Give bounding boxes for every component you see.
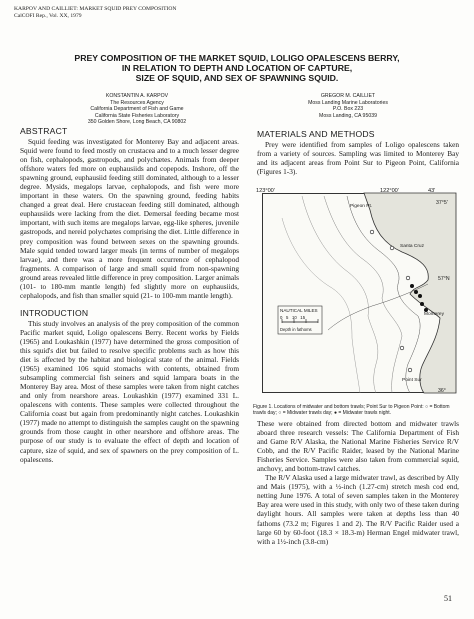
abstract-text: Squid feeding was investigated for Monterey Bay and adjacent areas. Squid were found to feed mostly on crustacea and to a much lesser degree on fish, cephalopods, gastropods, and polychætes. Animals from deeper offshore waters fed more on euphausiids and copepods. Inshore, off the spawning ground, euphausiid feeding still dominated, although to a lesser degree. Mysids, megalops larvae, cephalopods, and fish were more important in these waters. On the spawning ground, feeding habits changed a great deal. Here crustacean feeding still dominated, although euphausiids were lacking from the diet. Demersal feeding became most important, with such items are megalops larvae, egg-like spheres, juvenile gastropods, and nereid polychætes comprising the diet. Little difference in prey composition was found between sexes on the spawning grounds. Male squid tended toward larger meals (in terms of number of megalops larvae), and there was a more frequent occurrence of cephalopod fragments. A comparison of large and small squid from non-spawning ground areas revealed little difference in prey composition. Larger animals (101- to 180-mm mantle length) fed slightly more on euphausiids, cephalopods, and fish than smaller squid (21- to 100-mm mantle length).: [20, 137, 239, 300]
scale-title: NAUTICAL MILES: [280, 308, 318, 313]
title-line-1: PREY COMPOSITION OF THE MARKET SQUID, LOLIGO OPALESCENS BERRY,: [74, 53, 400, 63]
materials-text-3: The R/V Alaska used a large midwater trawl, as described by Ally and Mais (1975), with a ½-inch (1.27-cm) stretch mesh cod end, netting June 1976. A total of seven samples taken in the Monterey Bay area were used in this study, with only two of these taken during daylight hours. All samples were taken at depths less than 40 fathoms (73.2 m; Figures 1 and 2). The R/V Pacific Raider used a large 60 by 60-foot (18.3 × 18.3-m) Herman Engel midwater trawl, with a 1½-inch (3.8-cm): [257, 473, 459, 546]
depth-contour: [282, 218, 360, 393]
abstract-heading: ABSTRACT: [20, 126, 68, 136]
label-santa-cruz: Santa Cruz: [400, 244, 424, 249]
running-head: [14, 6, 176, 20]
label-pigeon-point: Pigeon Pt.: [350, 204, 373, 209]
label-point-sur: Point Sur: [402, 378, 422, 383]
paper-title: [20, 53, 454, 84]
trawl-marker: [420, 302, 424, 306]
running-head-journal: CalCOFI Rep., Vol. XX, 1979: [14, 13, 82, 19]
author-affiliation: Moss Landing Marine Laboratories: [308, 99, 388, 106]
running-head-authors: KARPOV AND CAILLIET: MARKET SQUID PREY COMPOSITION: [14, 6, 177, 12]
title-line-2: IN RELATION TO DEPTH AND LOCATION OF CAPTURE,: [121, 63, 353, 74]
page-number: 51: [444, 594, 452, 603]
author-address: Moss Landing, CA 95039: [319, 112, 377, 119]
author-affiliation: The Resources Agency: [110, 99, 164, 106]
scale-ticks: 0 5 10 15: [280, 315, 306, 320]
materials-heading: MATERIALS AND METHODS: [257, 129, 375, 139]
author-name: KONSTANTIN A. KARPOV: [105, 93, 169, 99]
trawl-marker: [408, 368, 412, 372]
longitude-right: 122°00': [380, 188, 399, 194]
map-box-label: 43': [428, 188, 436, 194]
introduction-text: This study involves an analysis of the prey composition of the common Pacific market squid, Loligo opalescens Berry. Recent works by Fields (1965) and Loukashkin (1977) have determined the gross composition of this squid's diet but failed to resolve specific problems such as how this diet is affected by the habitat and biological state of the animal. Fields (1965) examined 106 squid stomachs with contents, obtained from subsampling commercial fish seiners and squid lampara boats in the Monterey Bay area. Most of these samples were taken from night catches and only from nearshore areas. Loukashkin (1977) examined 331 L. opalescens with contents. These samples were collected throughout the California coast but again from predominantly night catches. Loukashkin (1977) made no attempt to distinguish the samples caught on the spawning grounds from those caught in other nearshore and offshore areas. The purpose of our study is to evaluate the effect of depth and location of capture, size of squid, and sex of spawners on the prey composition of L. opalescens.: [20, 318, 239, 464]
coastline: [364, 193, 456, 393]
trawl-marker: [390, 246, 394, 250]
trawl-marker: [400, 346, 404, 350]
figure-1-caption: Figure 1. Locations of midwater and bottom trawls; Point Sur to Pigeon Point: ○ = Bottom trawls day; ○ = Midwater trawls day; ● = Midwater trawls night.: [253, 404, 450, 416]
trawl-marker: [406, 276, 410, 280]
trawl-marker: [410, 284, 414, 288]
canyon-line: [328, 284, 428, 330]
author-address: 350 Golden Shore, Long Beach, CA 90802: [87, 119, 187, 126]
latitude-mid: 57°N: [438, 276, 450, 282]
materials-text-2: These were obtained from directed bottom and midwater trawls aboard three research vessels: The California Department of Fish and Game R/V Alaska, the National Marine Fisheries Service R/V Cobb, and the R/V Pacific Raider, leased by the National Marine Fisheries Service. Samples were also taken from commercial squid, anchovy, and bottom-trawl catches.: [257, 419, 459, 474]
author-name: GREGOR M. CAILLIET: [320, 93, 376, 99]
author-address: P.O. Box 223: [332, 106, 364, 113]
materials-text: Prey were identified from samples of Loligo opalescens taken from a variety of sources. Sampling was limited to Monterey Bay and its adjacent areas from Point Sur to Pigeon Point, California (Figures 1-3).: [257, 140, 459, 177]
left-column: [20, 126, 239, 464]
trawl-marker: [414, 290, 418, 294]
trawl-marker: [370, 230, 374, 234]
author-affiliation: California State Fisheries Laboratory: [94, 112, 180, 119]
author-affiliation: California Department of Fish and Game: [90, 106, 184, 113]
scale-note: Depth in fathoms: [280, 327, 312, 332]
title-line-3: SIZE OF SQUID, AND SEX OF SPAWNING SQUID.: [135, 73, 339, 84]
author-karpov: [62, 93, 212, 126]
label-monterey: Monterey: [424, 312, 444, 317]
map-drawing: [252, 188, 460, 398]
latitude-top: 37°5': [436, 200, 448, 206]
trawl-marker: [418, 294, 422, 298]
figure-1-map: [252, 188, 460, 398]
author-cailliet: [268, 93, 428, 119]
right-column-upper: [257, 129, 459, 176]
right-column-lower: [257, 419, 459, 546]
latitude-bottom: 36°: [438, 388, 446, 394]
introduction-heading: INTRODUCTION: [20, 307, 89, 318]
longitude-left: 123°00': [256, 188, 275, 194]
